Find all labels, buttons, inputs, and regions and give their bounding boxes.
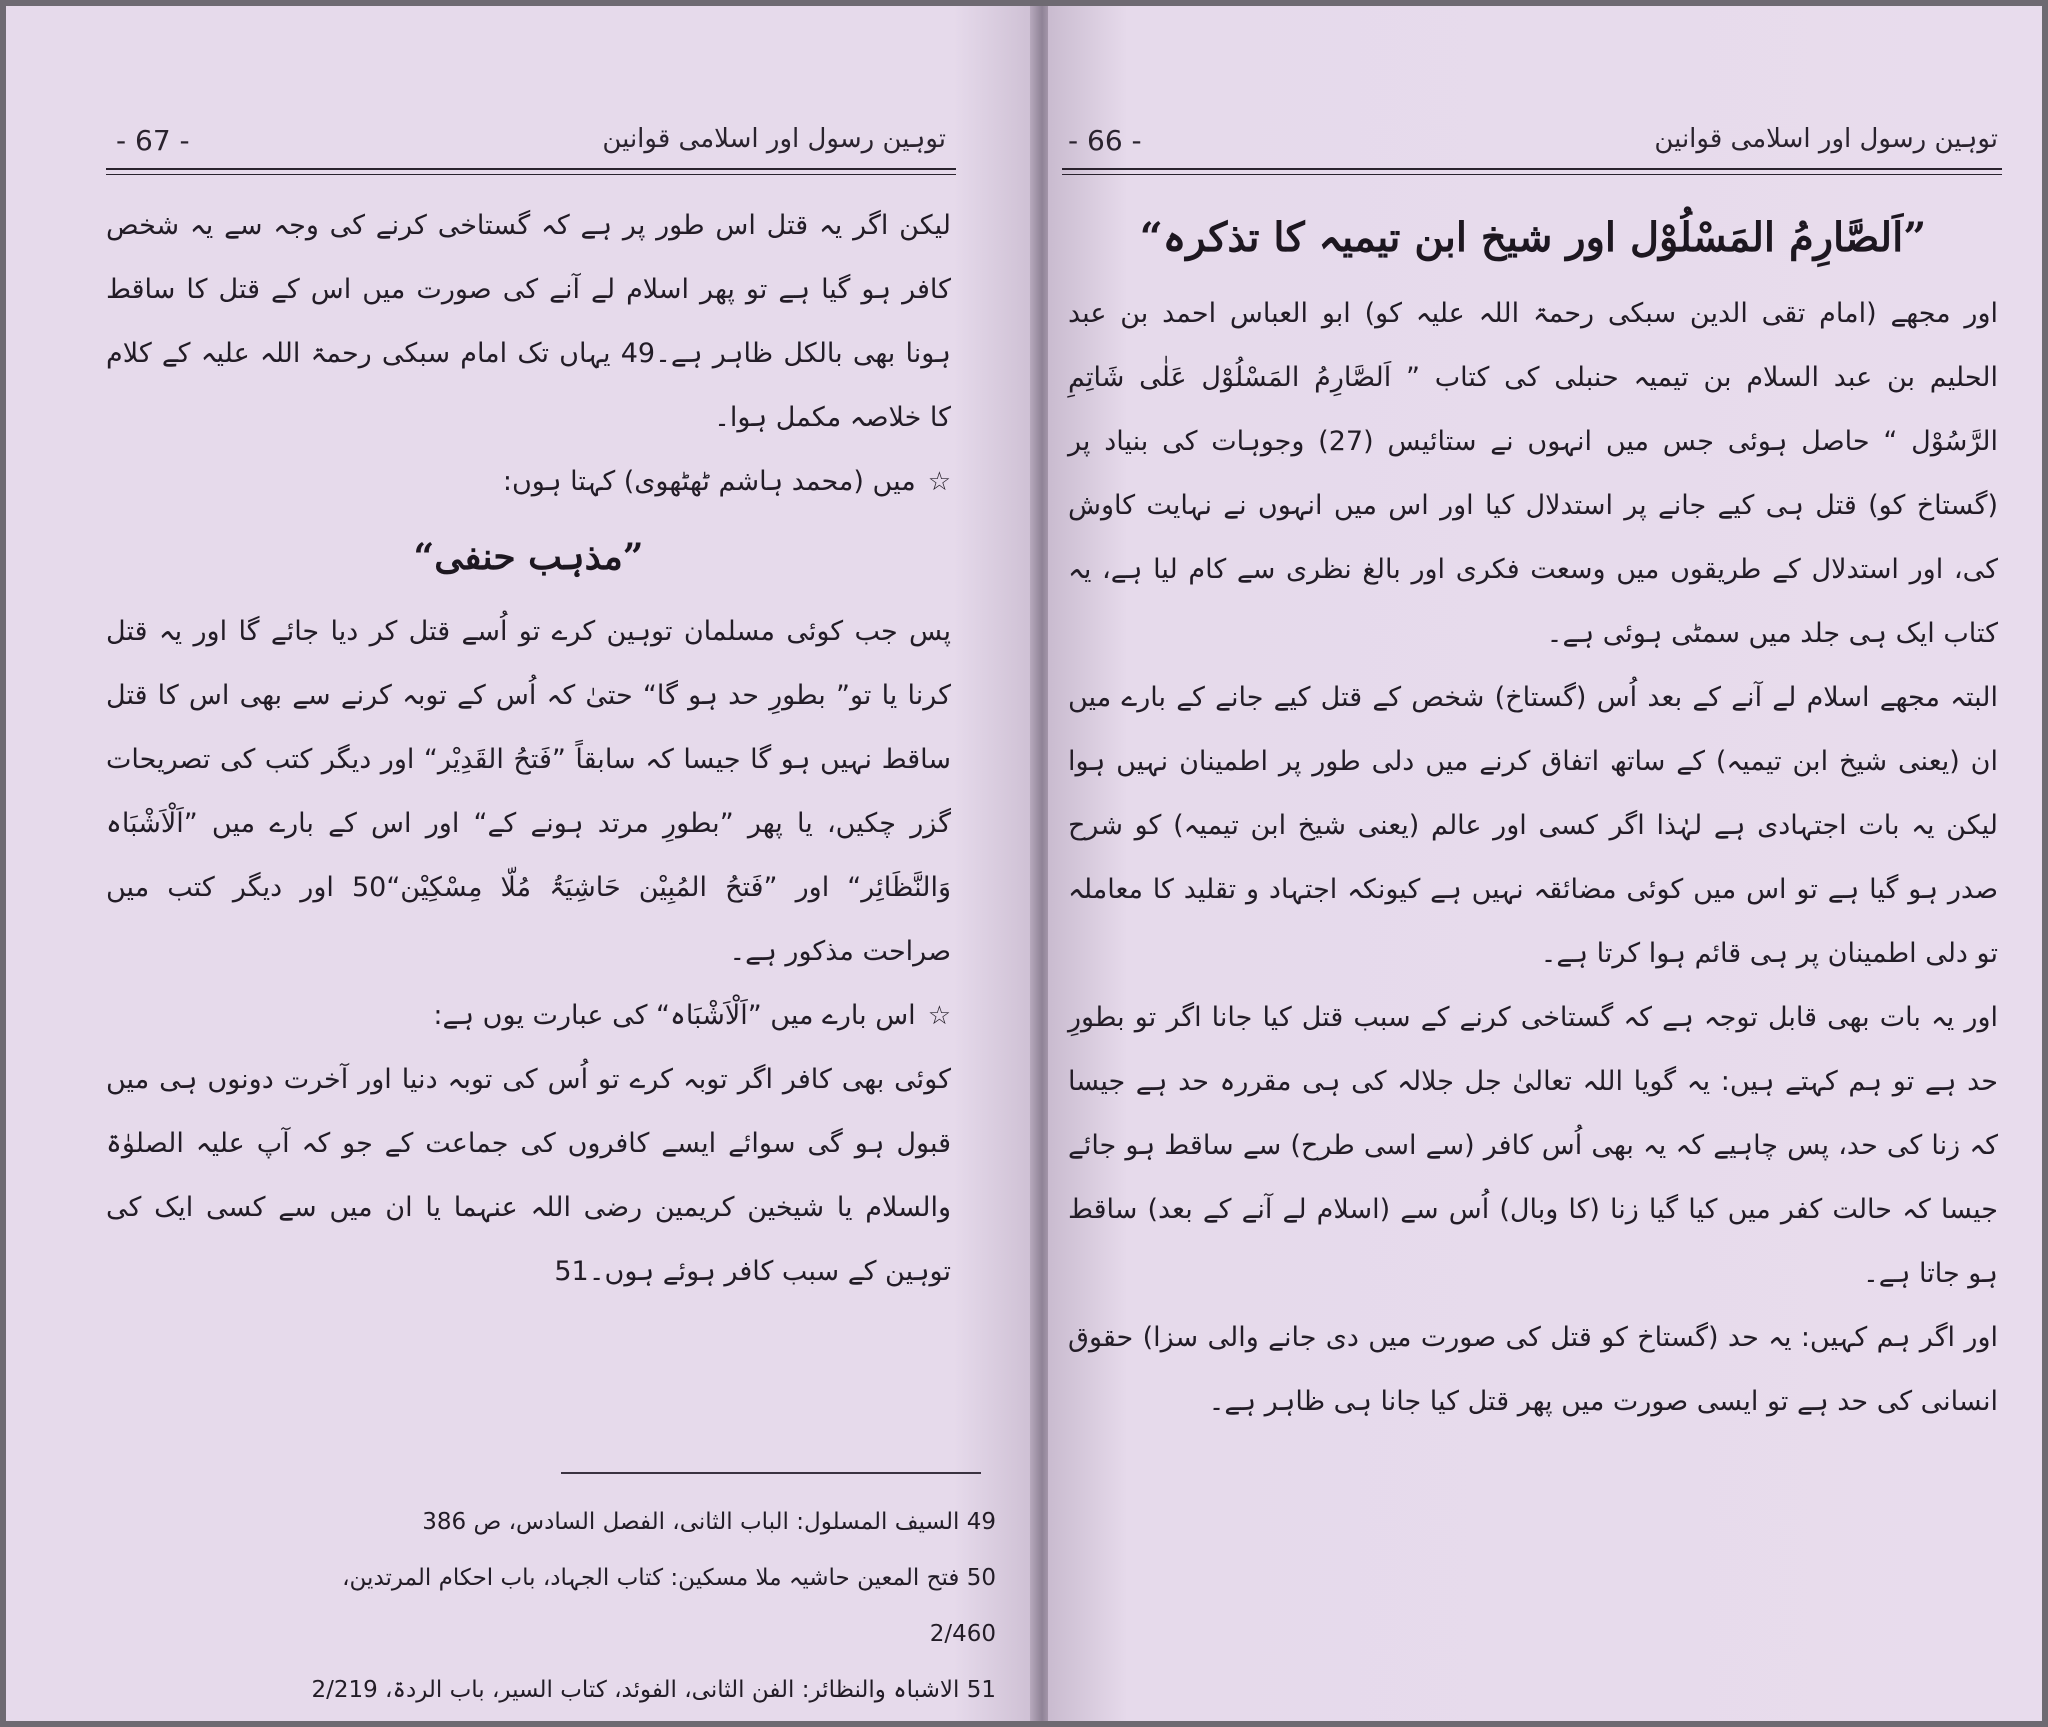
right-heading: ”اَلصَّارِمُ المَسْلُوْل اور شیخ ابن تیمیہ کا تذکرہ“ [1139, 214, 1927, 261]
left-heading: ”مذہب حنفی“ [413, 536, 644, 578]
star-icon: ☆ [927, 1001, 951, 1031]
book-spread [6, 6, 2042, 1721]
right-page-number: - 66 - [1068, 124, 1142, 157]
right-paragraph-1: اور مجھے (امام تقی الدین سبکی رحمۃ اللہ علیہ کو) ابو العباس احمد بن عبد الحلیم بن عبد السلام بن تیمیہ حنبلی کی کتاب ” اَلصَّارِمُ المَسْلُوْل عَلٰی شَاتِمِ الرَّسُوْل “ حاصل ہوئی جس میں انہوں نے ستائیس (27) وجوہات کی بنیاد پر (گستاخ کو) قتل ہی کیے جانے پر استدلال کیا اور اس میں انہوں نے نہایت کاوش کی، اور استدلال کے طریقوں میں وسعت فکری اور بالغ نظری سے کام لیا ہے، یہ کتاب ایک ہی جلد میں سمٹی ہوئی ہے۔ [1068, 298, 1998, 649]
left-page [6, 6, 1036, 1721]
footnote-51: 51 الاشباہ والنظائر: الفن الثانی، الفوئد، کتاب السیر، باب الردۃ، 2/219 [311, 1677, 996, 1703]
right-header-rule [1062, 168, 2002, 170]
left-paragraph-4-text: اس بارے میں ”اَلْاَشْبَاہ“ کی عبارت یوں ہے: [433, 1000, 916, 1031]
left-paragraph-3: پس جب کوئی مسلمان توہین کرے تو اُسے قتل کر دیا جائے گا اور یہ قتل کرنا یا تو” بطورِ حد ہو گا“ حتیٰ کہ اُس کے توبہ کرنے سے بھی اس کا قتل ساقط نہیں ہو گا جیسا کہ سابقاً ”فَتحُ القَدِیْر“ اور دیگر کتب کی تصریحات گزر چکیں، یا پھر ”بطورِ مرتد ہونے کے“ اور اس کے بارے میں ”اَلْاَشْبَاہ وَالنَّظَائِر“ اور ”فَتحُ المُبِیْن حَاشِیَۃُ مُلّا مِسْکِیْن“50 اور دیگر کتب میں صراحت مذکور ہے۔ [106, 616, 951, 967]
left-paragraph-1: لیکن اگر یہ قتل اس طور پر ہے کہ گستاخی کرنے کی وجہ سے یہ شخص کافر ہو گیا ہے تو پھر اسلام لے آنے کی صورت میں اس کے قتل کا ساقط ہونا بھی بالکل ظاہر ہے۔49 یہاں تک امام سبکی رحمۃ اللہ علیہ کے کلام کا خلاصہ مکمل ہوا۔ [106, 210, 951, 433]
footnote-separator [561, 1472, 981, 1474]
left-paragraph-5: کوئی بھی کافر اگر توبہ کرے تو اُس کی توبہ دنیا اور آخرت دونوں ہی میں قبول ہو گی سوائے ایسے کافروں کی جماعت کے جو کہ آپ علیہ الصلوٰۃ والسلام یا شیخین کریمین رضی اللہ عنہما یا ان میں سے کسی ایک کی توہین کے سبب کافر ہوئے ہوں۔51 [106, 1064, 951, 1287]
left-body [106, 194, 951, 1304]
left-paragraph-2-text: میں (محمد ہاشم ٹھٹھوی) کہتا ہوں: [502, 466, 916, 497]
right-running-title: توہین رسول اور اسلامی قوانین [1654, 124, 1998, 154]
footnote-49: 49 السیف المسلول: الباب الثانی، الفصل السادس، ص 386 [422, 1509, 996, 1535]
left-footnotes [306, 1494, 996, 1718]
left-page-number: - 67 - [116, 124, 190, 157]
right-paragraph-3: اور یہ بات بھی قابل توجہ ہے کہ گستاخی کرنے کے سبب قتل کیا جانا اگر تو بطورِ حد ہے تو ہم کہتے ہیں: یہ گویا اللہ تعالیٰ جل جلالہ کی ہی مقررہ حد ہے جیسا کہ زنا کی حد، پس چاہیے کہ یہ بھی اُس کافر (سے اسی طرح) سے ساقط ہو جائے جیسا کہ حالت کفر میں کیا گیا زنا (کا وبال) اُس سے (اسلام لے آنے کے بعد) ساقط ہو جاتا ہے۔ [1068, 1002, 1998, 1289]
left-header-rule [106, 168, 956, 170]
right-page [1048, 6, 2042, 1721]
footnote-50: 50 فتح المعین حاشیہ ملا مسکین: کتاب الجہاد، باب احکام المرتدین، 2/460 [342, 1565, 996, 1647]
right-paragraph-4: اور اگر ہم کہیں: یہ حد (گستاخ کو قتل کی صورت میں دی جانے والی سزا) حقوق انسانی کی حد ہے تو ایسی صورت میں پھر قتل کیا جانا ہی ظاہر ہے۔ [1068, 1322, 1998, 1417]
left-paragraph-4 [106, 984, 951, 1048]
left-header-rule-thin [106, 174, 956, 175]
star-icon: ☆ [927, 467, 951, 497]
left-running-header [116, 118, 946, 168]
left-paragraph-2 [106, 450, 951, 514]
right-body [1068, 194, 1998, 1434]
right-paragraph-2: البتہ مجھے اسلام لے آنے کے بعد اُس (گستاخ) شخص کے قتل کیے جانے کے بارے میں ان (یعنی شیخ ابن تیمیہ) کے ساتھ اتفاق کرنے میں دلی طور پر اطمینان نہیں ہوا لیکن یہ بات اجتہادی ہے لہٰذا اگر کسی اور عالم (یعنی شیخ ابن تیمیہ) کو شرح صدر ہو گیا ہے تو اس میں کوئی مضائقہ نہیں ہے کیونکہ اجتہاد و تقلید کا معاملہ تو دلی اطمینان پر ہی قائم ہوا کرتا ہے۔ [1068, 682, 1998, 969]
right-header-rule-thin [1062, 174, 2002, 175]
right-running-header [1068, 118, 1998, 168]
left-running-title: توہین رسول اور اسلامی قوانین [602, 124, 946, 154]
